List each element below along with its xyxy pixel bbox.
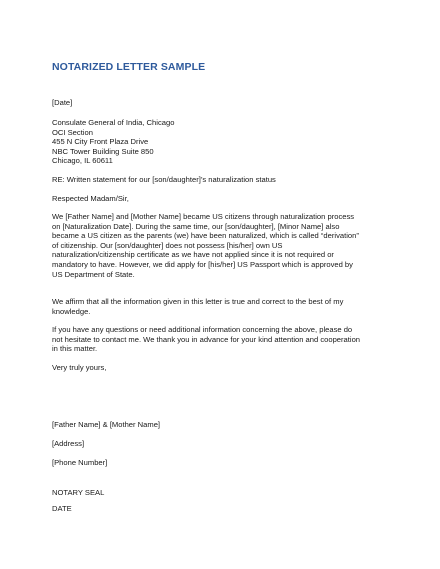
paragraph-line: US Department of State.: [52, 269, 135, 279]
paragraph-contact: [52, 325, 397, 354]
paragraph-line: We [Father Name] and [Mother Name] became US citizens through naturalization process: [52, 212, 355, 221]
address-line: NBC Tower Building Suite 850: [52, 146, 154, 156]
signature-phone-block: [52, 458, 397, 468]
notary-date-label: DATE: [52, 504, 72, 513]
subject-line: RE: Written statement for our [son/daughter]’s naturalization status: [52, 175, 276, 184]
signature-address: [Address]: [52, 439, 85, 448]
notary-seal-label: NOTARY SEAL: [52, 488, 105, 497]
paragraph-line: of citizenship. Our [son/daughter] does not possess [his/her] own US: [52, 240, 283, 250]
address-line: Chicago, IL 60611: [52, 156, 113, 166]
paragraph-line: mandatory to have. However, we did apply for [his/her] US Passport which is approved by: [52, 259, 353, 269]
recipient-address: [52, 118, 397, 166]
paragraph-line: We affirm that all the information given in this letter is true and correct to the best of my: [52, 297, 344, 306]
address-line: Consulate General of India, Chicago: [52, 118, 175, 127]
signature-names: [Father Name] & [Mother Name]: [52, 420, 161, 429]
paragraph-line: not hesitate to contact me. We thank you in advance for your kind attention and cooperation: [52, 334, 361, 344]
address-line: 455 N City Front Plaza Drive: [52, 137, 149, 147]
paragraph-line: If you have any questions or need additional information concerning the above, please do: [52, 325, 353, 334]
notary-date-block: [52, 504, 397, 514]
closing: Very truly yours,: [52, 363, 107, 372]
document-title: NOTARIZED LETTER SAMPLE: [52, 61, 206, 73]
signature-address-block: [52, 439, 397, 449]
paragraph-line: on [Naturalization Date]. During the same time, our [son/daughter], [Minor Name] also: [52, 221, 340, 231]
date-line: [52, 98, 397, 108]
notary-seal-block: [52, 488, 397, 498]
signature-names-block: [52, 420, 397, 430]
date-placeholder: [Date]: [52, 98, 73, 107]
paragraph-affirmation: [52, 297, 397, 316]
salutation-block: [52, 194, 397, 204]
paragraph-line: in this matter.: [52, 344, 98, 354]
paragraph-line: knowledge.: [52, 306, 91, 316]
paragraph-line: became a US citizen as the parents (we) have been naturalized, which is called “derivation”: [52, 231, 359, 241]
paragraph-line: naturalization/citizenship certificate as we have not applied since it is not required or: [52, 250, 334, 260]
closing-block: [52, 363, 397, 373]
paragraph-derivation: [52, 212, 397, 279]
address-line: OCI Section: [52, 127, 93, 137]
signature-phone: [Phone Number]: [52, 458, 108, 467]
salutation: Respected Madam/Sir,: [52, 194, 129, 203]
subject-block: [52, 175, 397, 185]
